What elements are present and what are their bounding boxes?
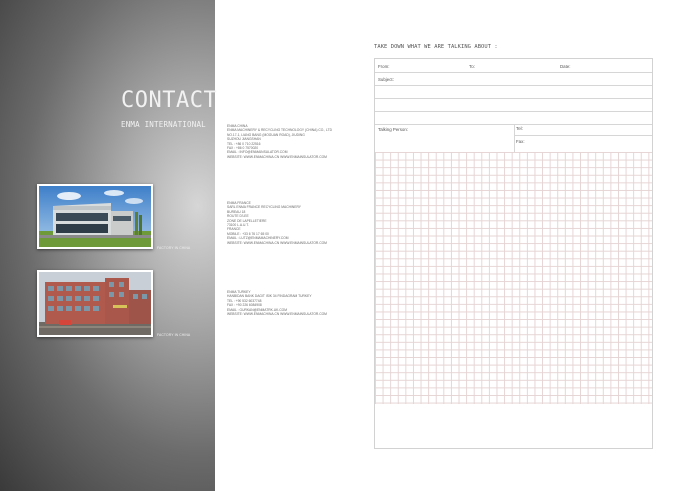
office-line: ENMA MACHINERY & RECYCLING TECHNOLOGY (CHINA) CO., LTD [227,128,333,133]
note-grid [375,152,652,404]
factory-photo-1 [37,184,153,249]
office-line: ENMA FRANCE [227,201,251,205]
office-line: SUZHOU JIANGSHAN [227,137,261,142]
office-line: EMAIL : GURKAN@ENMATRK.UK.COM [227,307,287,312]
subject-label: Subject: [378,77,394,82]
note-form [374,58,653,449]
office-line: MOBILE : +33 6 76 17 65 00 [227,231,269,236]
office-line: WEBSITE: WWW.ENMACHINA.CN WWW.ENMAINSULATOR.COM [227,312,327,317]
form-column-divider [514,124,515,152]
fax-label: Fax: [516,139,525,144]
office-line: EMAIL : LUTZ@ENMAMACHINERY.COM [227,236,289,241]
office-turkey [227,290,347,316]
from-label: From: [378,64,390,69]
form-divider [375,85,652,86]
page-title: CONTACT [121,88,218,113]
form-divider [514,135,652,136]
office-line: FAX : +90 226 6084908 [227,303,262,308]
form-divider [375,111,652,112]
photo-caption-2: FACTORY IN CHINA [157,333,191,337]
office-line: SARL ENMA FRANCE RECYCLING MACHINERY [227,205,302,210]
office-line: NO.17-1, LIANG BANG (MOGUAN ROAD), JIUDING [227,132,305,137]
tel-label: Tel: [516,126,523,131]
office-line: TEL : +90 532 6037748 [227,298,262,303]
office-line: EMAIL : INFO@ENMAINSULATOR.COM [227,150,288,155]
form-divider [375,72,652,73]
photo-caption-1: FACTORY IN CHINA [157,246,191,250]
factory-building-image-1 [39,186,151,247]
form-heading: TAKE DOWN WHAT WE ARE TALKING ABOUT : [374,44,498,50]
office-line: ENMA TURKEY [227,290,251,294]
office-line: ENMA CHINA [227,124,248,128]
office-line: WEBSITE: WWW.ENMACHINA.CN WWW.ENMAINSULATOR.COM [227,240,327,245]
office-line: ZONE DE LAPELLETIERE [227,218,267,223]
talking-person-label: Talking Person: [378,127,409,132]
office-line: HANBIDAN BANK DAGIT ISIK 34 FINDAGRAM TURKEY [227,294,312,299]
to-label: To: [469,64,475,69]
factory-building-image-2 [39,272,151,335]
date-label: Date: [560,64,571,69]
office-line: BUREAU 18 [227,209,246,214]
office-line: FRANCE [227,227,241,232]
company-name: ENMA INTERNATIONAL [121,120,206,129]
office-line: TEL : +86 0 710 22516 [227,141,261,146]
office-line: ROUTE D'LEE [227,214,249,219]
office-france [227,201,347,245]
office-line: FAX : +86 0 7570020 [227,146,259,151]
office-line: WEBSITE: WWW.ENMACHINA.CN WWW.ENMAINSULATOR.COM [227,154,327,159]
office-china [227,124,347,159]
office-line: 73100 L.A.U.T. [227,223,249,228]
factory-photo-2 [37,270,153,337]
form-divider [375,98,652,99]
